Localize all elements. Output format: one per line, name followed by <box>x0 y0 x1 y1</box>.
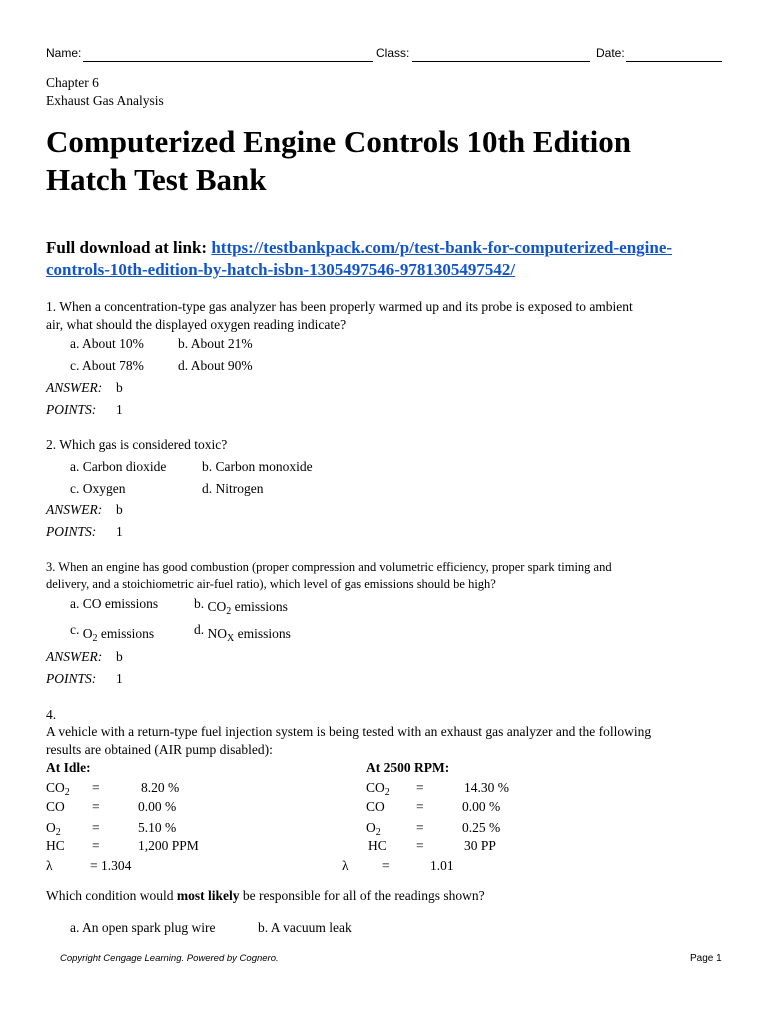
idle-o2-eq: = <box>92 820 100 835</box>
idle-co-value: 0.00 % <box>138 799 177 814</box>
idle-hc-value: 1,200 PPM <box>138 838 199 853</box>
download-line-1 <box>46 238 672 258</box>
q3-option-d: d. $NO_X$ emissions <box>194 622 291 644</box>
class-label: Class: <box>376 46 410 60</box>
idle-co2-label: $CO_2$ <box>46 780 70 798</box>
idle-lambda-label: λ <box>46 858 53 873</box>
chapter-topic: Exhaust Gas Analysis <box>46 93 164 108</box>
rpm-o2-label: $O_2$ <box>366 820 381 838</box>
idle-hc-label: HC <box>46 838 65 853</box>
rpm-lambda-label: λ <box>342 858 349 873</box>
rpm-co-eq: = <box>416 799 424 814</box>
q1-option-d: d. About 90% <box>178 358 253 373</box>
q2-text: 2. Which gas is considered toxic? <box>46 437 228 452</box>
q4-question: Which condition would most likely be responsible for all of the readings shown? <box>46 888 485 903</box>
rpm-lambda-eq: = <box>382 858 390 873</box>
q2-answer: b <box>116 502 123 517</box>
q2-points-label: POINTS: <box>46 524 97 539</box>
idle-o2-value: 5.10 % <box>138 820 177 835</box>
q4-option-b: b. A vacuum leak <box>258 920 352 935</box>
q1-option-a: a. About 10% <box>70 336 144 351</box>
idle-co-label: CO <box>46 799 65 814</box>
q1-points: 1 <box>116 402 123 417</box>
date-label: Date: <box>596 46 625 60</box>
q2-option-c: c. Oxygen <box>70 481 126 496</box>
q2-answer-label: ANSWER: <box>46 502 103 517</box>
download-line-2 <box>46 260 515 280</box>
chapter-number: Chapter 6 <box>46 75 99 90</box>
q1-option-b: b. About 21% <box>178 336 253 351</box>
name-label: Name: <box>46 46 82 60</box>
q3-option-c: c. $O_2$ emissions <box>70 622 155 644</box>
q2-points: 1 <box>116 524 123 539</box>
rpm-o2-value: 0.25 % <box>462 820 501 835</box>
title-line-1: Computerized Engine Controls 10th Edition <box>46 124 632 159</box>
title-line-2: Hatch Test Bank <box>46 162 267 197</box>
q1-answer-label: ANSWER: <box>46 380 103 395</box>
rpm-lambda-value: 1.01 <box>430 858 454 873</box>
download-link[interactable]: https://testbankpack.com/p/test-bank-for-computerized-engine- <box>211 238 673 257</box>
q4-text-2: results are obtained (AIR pump disabled): <box>46 742 273 757</box>
q2-option-d: d. Nitrogen <box>202 481 264 496</box>
q4-text-1: A vehicle with a return-type fuel injection system is being tested with an exhaust gas analyzer and the following <box>46 724 652 739</box>
q4-rpm-heading: At 2500 RPM: <box>366 760 450 775</box>
rpm-co2-eq: = <box>416 780 424 795</box>
rpm-co-label: CO <box>366 799 385 814</box>
q3-points-label: POINTS: <box>46 671 97 686</box>
idle-co-eq: = <box>92 799 100 814</box>
q1-text-2: air, what should the displayed oxygen reading indicate? <box>46 317 347 332</box>
q2-option-a: a. Carbon dioxide <box>70 459 167 474</box>
name-field[interactable] <box>83 61 373 62</box>
q4-option-a: a. An open spark plug wire <box>70 920 216 935</box>
q1-option-c: c. About 78% <box>70 358 144 373</box>
rpm-hc-value: 30 PP <box>464 838 496 853</box>
footer-page-number: Page 1 <box>690 953 722 964</box>
q1-answer: b <box>116 380 123 395</box>
idle-hc-eq: = <box>92 838 100 853</box>
idle-lambda-value: = 1.304 <box>90 858 132 873</box>
rpm-co2-label: $CO_2$ <box>366 780 390 798</box>
rpm-co-value: 0.00 % <box>462 799 501 814</box>
q3-option-b: b. $CO_2$ emissions <box>194 596 288 617</box>
q3-option-a: a. CO emissions <box>70 596 159 611</box>
download-label: Full download at link: <box>46 238 208 257</box>
q1-points-label: POINTS: <box>46 402 97 417</box>
q4-number: 4. <box>46 707 57 722</box>
q3-points: 1 <box>116 671 123 686</box>
rpm-o2-eq: = <box>416 820 424 835</box>
q3-text-1: 3. When an engine has good combustion (proper compression and volumetric efficiency, proper spark timing and <box>46 560 612 574</box>
rpm-hc-eq: = <box>416 838 424 853</box>
download-link-cont[interactable]: controls-10th-edition-by-hatch-isbn-1305497546-9781305497542/ <box>46 260 516 279</box>
q3-text-2: delivery, and a stoichiometric air-fuel ratio), which level of gas emissions should be high? <box>46 577 496 591</box>
q1-text-1: 1. When a concentration-type gas analyzer has been properly warmed up and its probe is exposed to ambient <box>46 299 633 314</box>
footer-copyright: Copyright Cengage Learning. Powered by Cognero. <box>60 953 279 964</box>
idle-o2-label: $O_2$ <box>46 820 61 838</box>
q3-answer: b <box>116 649 123 664</box>
q3-answer-label: ANSWER: <box>46 649 103 664</box>
class-field[interactable] <box>412 61 590 62</box>
rpm-co2-value: 14.30 % <box>464 780 509 795</box>
idle-co2-value: 8.20 % <box>141 780 180 795</box>
date-field[interactable] <box>626 61 722 62</box>
rpm-hc-label: HC <box>368 838 387 853</box>
idle-co2-eq: = <box>92 780 100 795</box>
q2-option-b: b. Carbon monoxide <box>202 459 313 474</box>
q4-idle-heading: At Idle: <box>46 760 91 775</box>
